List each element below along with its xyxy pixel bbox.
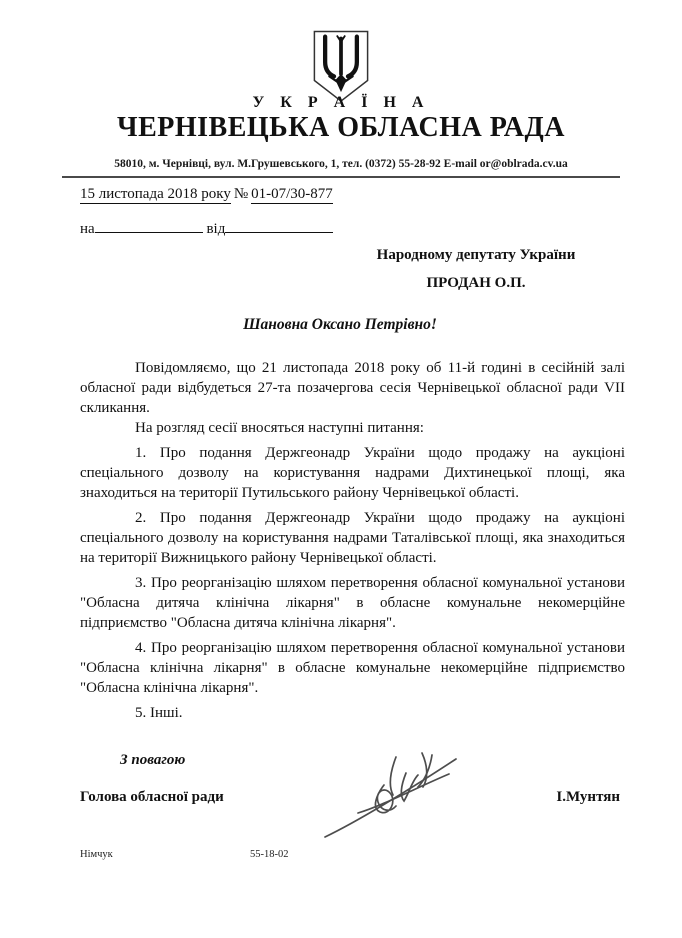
- document-date: 15 листопада 2018 року: [80, 186, 231, 202]
- body-paragraph-intro: Повідомляємо, що 21 листопада 2018 року об 11-й годині в сесійній залі обласної ради відбудеться 27-та позачергова сесія Чернівецької обласної ради VII скликання.: [80, 360, 625, 416]
- agenda-item: 3. Про реорганізацію шляхом перетворення обласної комунальної установи "Обласна дитяча клінічна лікарня" в обласне комунальне некомерційне підприємство "Обласна дитяча клінічна лікарня".: [80, 575, 625, 631]
- document-number: 01-07/30-877: [251, 186, 333, 202]
- vid-label: від: [206, 221, 226, 237]
- closing-phrase: З повагою: [120, 752, 186, 768]
- country-name: У К Р А Ї Н А: [252, 94, 430, 111]
- agenda-item: 1. Про подання Держгеонадр України щодо продажу на аукціоні спеціального дозволу на користування надрами Дихтинецької площі, яка знаходиться на території Путильського району Чернівецької області.: [80, 445, 625, 501]
- na-blank-field: [95, 219, 203, 233]
- signer-name: І.Мунтян: [556, 789, 620, 805]
- agenda-item: 4. Про реорганізацію шляхом перетворення обласної комунальної установи "Обласна клінічна лікарня" в обласне комунальне некомерційне підприємство "Обласна клінічна лікарня".: [80, 640, 625, 696]
- agenda-item: 2. Про подання Держгеонадр України щодо продажу на аукціоні спеціального дозволу на користування надрами Таталівської площі, яка знаходиться на території Вижницького району Чернівецької області.: [80, 510, 625, 566]
- agenda-item: 5. Інші.: [135, 705, 183, 721]
- reference-line: [80, 186, 333, 203]
- incoming-reference-line: [80, 219, 333, 238]
- salutation: Шановна Оксано Петрівно!: [243, 316, 437, 333]
- handwritten-signature: [322, 743, 462, 845]
- recipient-title: Народному депутату України: [376, 247, 576, 263]
- vid-blank-field: [225, 219, 333, 233]
- organization-title: ЧЕРНІВЕЦЬКА ОБЛАСНА РАДА: [117, 112, 565, 143]
- na-label: на: [80, 221, 95, 237]
- signer-position: Голова обласної ради: [80, 789, 224, 805]
- recipient-name: ПРОДАН О.П.: [426, 275, 526, 291]
- letter-body: [80, 358, 625, 728]
- body-paragraph-agenda-lead: На розгляд сесії вносяться наступні питання:: [135, 420, 424, 436]
- letterhead-address: 58010, м. Чернівці, вул. М.Грушевського, 1, тел. (0372) 55-28-92 E-mail or@oblrada.cv.ua: [114, 158, 568, 170]
- executor-name: Німчук: [80, 849, 113, 860]
- number-sign: №: [233, 186, 249, 202]
- recipient-block: [340, 241, 612, 297]
- letterhead-divider: [62, 176, 620, 178]
- executor-phone: 55-18-02: [250, 849, 289, 860]
